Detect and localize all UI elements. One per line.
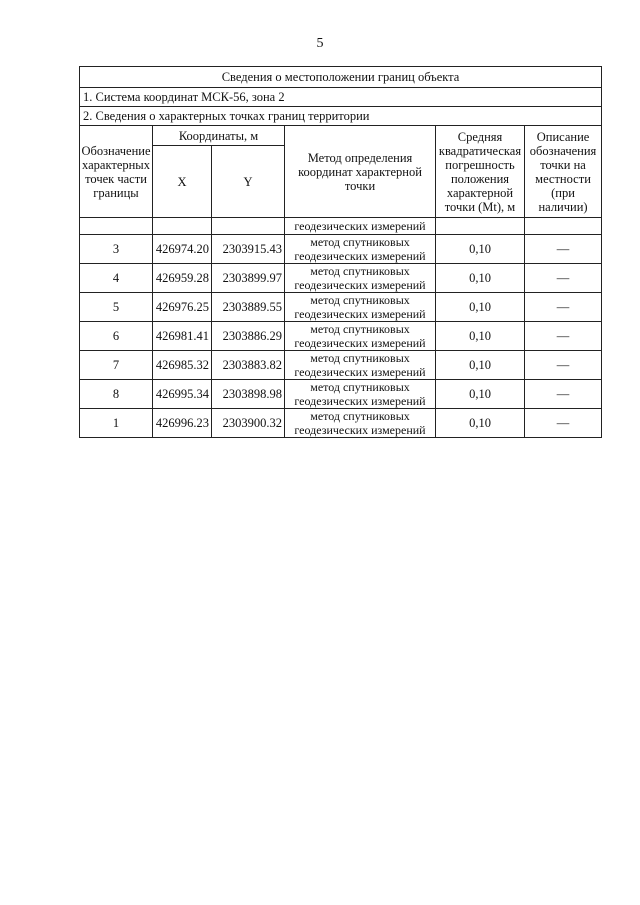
header-error: Средняя квадратическая погрешность положения характерной точки (Mt), м bbox=[436, 126, 525, 218]
method bbox=[285, 409, 436, 438]
coord-y: 2303915.43 bbox=[212, 235, 285, 264]
error-value: 0,10 bbox=[436, 380, 525, 409]
method-line-2: геодезических измерений bbox=[294, 365, 426, 379]
point-id: 3 bbox=[80, 235, 153, 264]
method-line-1: метод спутниковых bbox=[310, 409, 410, 423]
error-value: 0,10 bbox=[436, 322, 525, 351]
coord-x: 426959.28 bbox=[153, 264, 212, 293]
coord-x: 426996.23 bbox=[153, 409, 212, 438]
error-value: 0,10 bbox=[436, 351, 525, 380]
header-description: Описание обозначения точки на местности (при наличии) bbox=[525, 126, 602, 218]
coord-y: 2303886.29 bbox=[212, 322, 285, 351]
header-x: X bbox=[153, 146, 212, 218]
method bbox=[285, 351, 436, 380]
method bbox=[285, 264, 436, 293]
error-value: 0,10 bbox=[436, 409, 525, 438]
description-value: — bbox=[525, 235, 602, 264]
method-line-1: метод спутниковых bbox=[310, 351, 410, 365]
point-id: 8 bbox=[80, 380, 153, 409]
description-value: — bbox=[525, 322, 602, 351]
method-line-1: метод спутниковых bbox=[310, 235, 410, 249]
table-row bbox=[80, 264, 602, 293]
table-row bbox=[80, 409, 602, 438]
points-section-title: 2. Сведения о характерных точках границ территории bbox=[80, 107, 602, 126]
continuation-row bbox=[80, 218, 602, 235]
table-row bbox=[80, 235, 602, 264]
method-line-2: геодезических измерений bbox=[294, 336, 426, 350]
description-value: — bbox=[525, 409, 602, 438]
point-id: 1 bbox=[80, 409, 153, 438]
description-value: — bbox=[525, 380, 602, 409]
method bbox=[285, 322, 436, 351]
coord-y: 2303883.82 bbox=[212, 351, 285, 380]
method bbox=[285, 235, 436, 264]
coord-x: 426985.32 bbox=[153, 351, 212, 380]
method-line-1: метод спутниковых bbox=[310, 293, 410, 307]
method-line-2: геодезических измерений bbox=[294, 423, 426, 437]
coord-y: 2303900.32 bbox=[212, 409, 285, 438]
point-id: 4 bbox=[80, 264, 153, 293]
description-value: — bbox=[525, 264, 602, 293]
method bbox=[285, 293, 436, 322]
coordinates-table bbox=[79, 66, 602, 438]
table-row bbox=[80, 351, 602, 380]
method bbox=[285, 380, 436, 409]
point-id: 5 bbox=[80, 293, 153, 322]
coordinate-system: 1. Система координат МСК-56, зона 2 bbox=[80, 88, 602, 107]
description-value: — bbox=[525, 351, 602, 380]
method-line-1: метод спутниковых bbox=[310, 380, 410, 394]
method-line-2: геодезических измерений bbox=[294, 249, 426, 263]
error-value: 0,10 bbox=[436, 264, 525, 293]
coord-y: 2303889.55 bbox=[212, 293, 285, 322]
coord-x: 426976.25 bbox=[153, 293, 212, 322]
coord-y: 2303899.97 bbox=[212, 264, 285, 293]
coord-y: 2303898.98 bbox=[212, 380, 285, 409]
method-line-2: геодезических измерений bbox=[294, 394, 426, 408]
coord-x: 426974.20 bbox=[153, 235, 212, 264]
method-line-2: геодезических измерений bbox=[294, 278, 426, 292]
table-row bbox=[80, 293, 602, 322]
error-value: 0,10 bbox=[436, 293, 525, 322]
point-id: 7 bbox=[80, 351, 153, 380]
header-point: Обозначение характерных точек части границы bbox=[80, 126, 153, 218]
table-title: Сведения о местоположении границ объекта bbox=[80, 67, 602, 88]
error-value: 0,10 bbox=[436, 235, 525, 264]
point-id: 6 bbox=[80, 322, 153, 351]
continuation-method: геодезических измерений bbox=[285, 218, 436, 235]
table-row bbox=[80, 322, 602, 351]
description-value: — bbox=[525, 293, 602, 322]
header-coordinates: Координаты, м bbox=[153, 126, 285, 146]
method-line-1: метод спутниковых bbox=[310, 322, 410, 336]
coord-x: 426995.34 bbox=[153, 380, 212, 409]
header-y: Y bbox=[212, 146, 285, 218]
method-line-2: геодезических измерений bbox=[294, 307, 426, 321]
header-method: Метод определения координат характерной точки bbox=[285, 126, 436, 218]
page-number: 5 bbox=[316, 36, 324, 51]
method-line-1: метод спутниковых bbox=[310, 264, 410, 278]
table-row bbox=[80, 380, 602, 409]
coord-x: 426981.41 bbox=[153, 322, 212, 351]
